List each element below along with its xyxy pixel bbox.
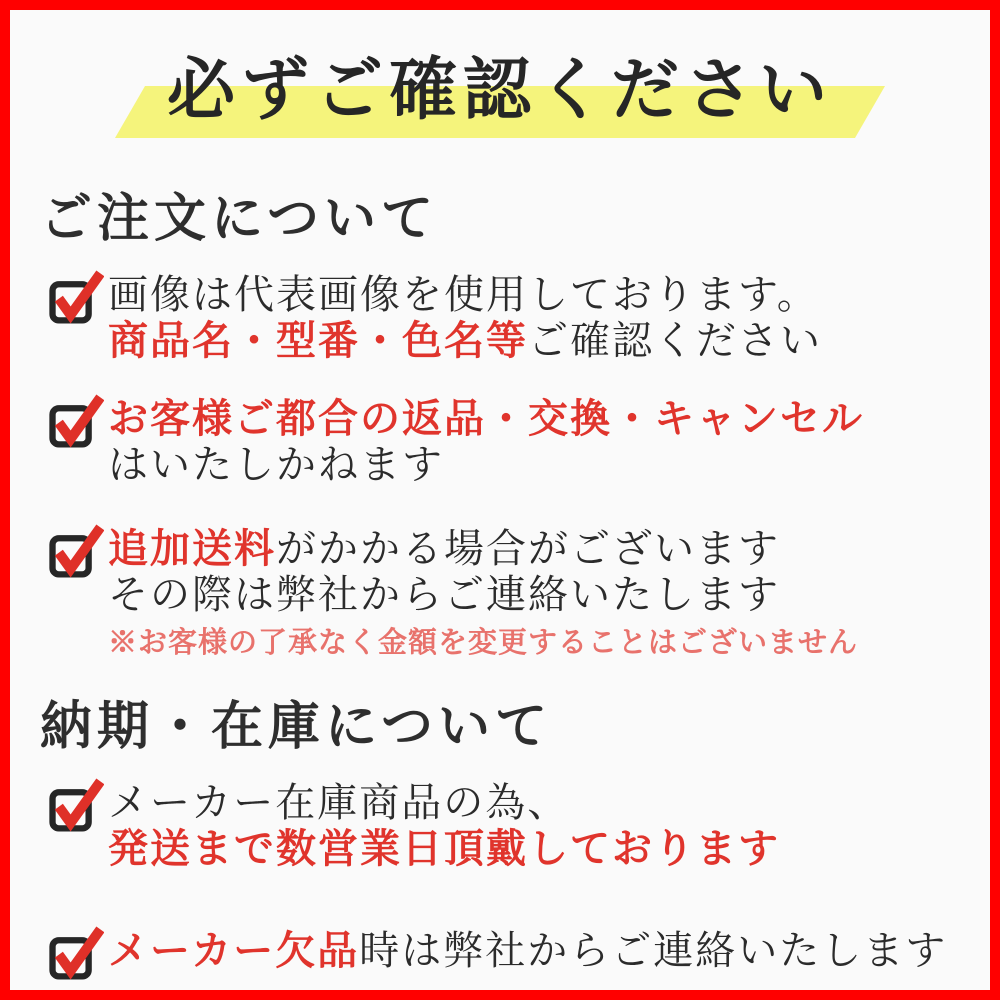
list-item xyxy=(48,780,990,872)
text-segment: その際は弊社からご連絡いたします xyxy=(108,572,780,617)
item-text xyxy=(108,780,780,872)
text-segment-red: お客様ご都合の返品・交換・キャンセル xyxy=(108,396,864,441)
text-segment: ご確認ください xyxy=(528,318,822,363)
text-segment: はいたしかねます xyxy=(108,442,444,487)
text-segment-red: 追加送料 xyxy=(108,526,276,571)
text-segment-red: メーカー欠品 xyxy=(108,928,360,973)
item-text xyxy=(108,928,947,974)
text-segment-red: 発送まで数営業日頂戴しております xyxy=(108,826,780,871)
checkbox-icon xyxy=(48,268,104,324)
page-title xyxy=(10,40,990,140)
list-item xyxy=(48,272,990,364)
item-text xyxy=(108,272,822,364)
item-text xyxy=(108,396,864,488)
checkbox-icon xyxy=(48,522,104,578)
item-text xyxy=(108,526,780,618)
section-heading-stock: 納期・在庫について xyxy=(40,699,552,756)
list-item xyxy=(48,928,990,980)
checkbox-icon xyxy=(48,776,104,832)
section-heading-order: ご注文について xyxy=(40,191,438,248)
text-segment: がかかる場合がございます xyxy=(276,526,780,571)
checkbox-icon xyxy=(48,924,104,980)
list-item xyxy=(48,526,990,618)
notice-card xyxy=(10,40,990,980)
checkbox-icon xyxy=(48,392,104,448)
text-segment: 画像は代表画像を使用しております。 xyxy=(108,272,819,317)
text-segment-red: 商品名・型番・色名等 xyxy=(108,318,528,363)
list-item xyxy=(48,396,990,488)
title-text: 必ずご確認ください xyxy=(166,52,833,128)
text-segment: 時は弊社からご連絡いたします xyxy=(359,928,948,973)
note-text: ※お客様の了承なく金額を変更することはございません xyxy=(108,627,859,659)
text-segment: メーカー在庫商品の為、 xyxy=(108,780,570,825)
